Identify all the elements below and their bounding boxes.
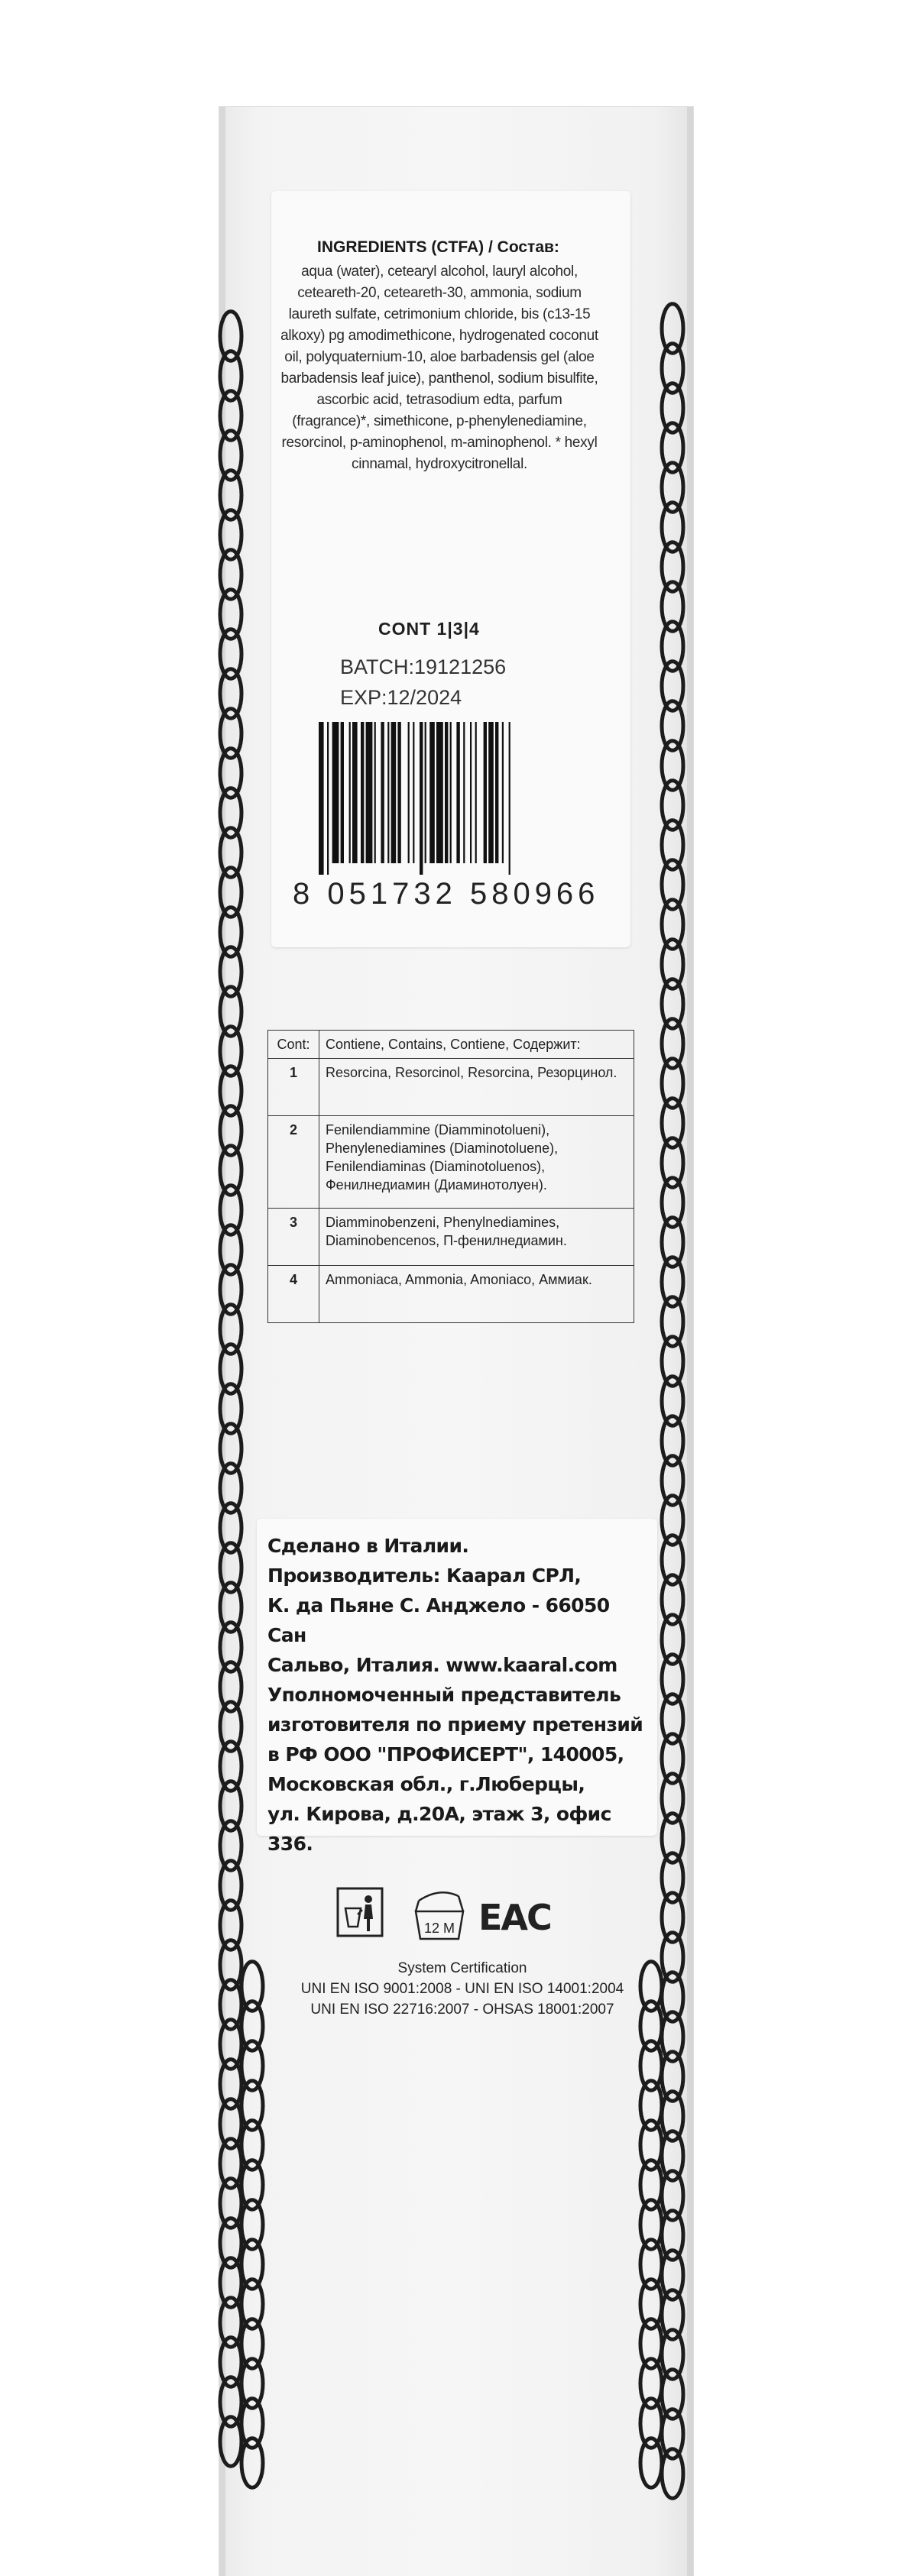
barcode-bar: [349, 722, 351, 863]
pattern-loop: [220, 1384, 241, 1433]
row-number: 4: [268, 1266, 319, 1323]
pattern-loop: [662, 1853, 683, 1902]
ingredients-title: INGREDIENTS (CTFA) / Состав:: [317, 238, 559, 256]
pattern-loop: [220, 1503, 241, 1552]
pattern-loop: [220, 987, 241, 1036]
pattern-loop: [640, 2319, 662, 2368]
pattern-loop: [662, 1615, 683, 1664]
pattern-loop: [662, 2449, 683, 2498]
pattern-loop: [662, 2171, 683, 2220]
ru-line: Производитель: Каарал СРЛ,: [267, 1565, 582, 1587]
pattern-loop: [662, 979, 683, 1028]
pattern-loop: [662, 423, 683, 472]
pattern-loop: [220, 1464, 241, 1513]
pattern-loop: [220, 1225, 241, 1274]
ingredients-list: aqua (water), cetearyl alcohol, lauryl alcohol, ceteareth-20, ceteareth-30, ammonia, sodium laureth sulfate, cetrimonium chloride, bis (c13-15 alkoxy) pg amodimethicone, hydrogenated coconut oil, polyquaternium-10, aloe barbadensis gel (aloe barbadensis leaf juice), panthenol, sodium bisulfite, ascorbic acid, tetrasodium edta, parfum (fragrance)*, simethicone, p-phenylenediamine, resorcinol, p-aminophenol, m-aminophenol. * hexyl cinnamal, hydroxycitronellal.: [280, 264, 598, 472]
pattern-loop: [241, 2359, 263, 2408]
certification-block: [264, 1958, 661, 2020]
pattern-loop: [662, 1416, 683, 1465]
ingredients-sticker: [271, 191, 630, 947]
pattern-loop: [220, 1583, 241, 1632]
barcode-digits: 8 051732 580966: [293, 877, 600, 911]
pattern-loop: [662, 1536, 683, 1584]
pattern-loop: [241, 2200, 263, 2249]
pattern-loop: [662, 1178, 683, 1227]
pattern-loop: [220, 1782, 241, 1830]
barcode-bar: [381, 722, 384, 863]
pattern-loop: [220, 788, 241, 837]
row-text: Ammoniaca, Ammonia, Amoniaco, Аммиак.: [319, 1266, 634, 1323]
row-text: Resorcina, Resorcinol, Resorcina, Резорцинол.: [319, 1059, 634, 1116]
barcode-bar: [366, 722, 373, 863]
pattern-loop: [662, 781, 683, 830]
pattern-loop: [662, 1734, 683, 1783]
pattern-loop: [662, 1496, 683, 1545]
pattern-loop: [662, 662, 683, 710]
barcode-bar: [470, 722, 472, 863]
barcode-bar: [420, 722, 423, 875]
pattern-loop: [220, 669, 241, 718]
pattern-loop: [220, 1742, 241, 1791]
cert-line: UNI EN ISO 9001:2008 - UNI EN ISO 14001:2004: [300, 1981, 624, 1997]
pattern-loop: [662, 1297, 683, 1346]
period-after-opening-icon: [416, 1892, 463, 1939]
ru-line: ул. Кирова, д.20А, этаж 3, офис 336.: [267, 1803, 611, 1855]
pattern-loop: [662, 503, 683, 552]
pattern-loop: [220, 2417, 241, 2466]
pattern-loop: [662, 2370, 683, 2419]
pattern-loop: [220, 510, 241, 559]
pattern-loop: [241, 2081, 263, 2130]
pattern-loop: [220, 1186, 241, 1235]
pattern-loop: [662, 741, 683, 790]
pattern-loop: [640, 2200, 662, 2249]
pattern-loop: [220, 2179, 241, 2228]
pattern-loop: [220, 2218, 241, 2267]
pattern-loop: [640, 2081, 662, 2130]
pattern-loop: [662, 1972, 683, 2021]
pattern-loop: [220, 1861, 241, 1910]
pattern-loop: [220, 2298, 241, 2347]
row-text: Diamminobenzeni, Phenylnediamines, Diaminobencenos, П-фенилнедиамин.: [319, 1209, 634, 1266]
table-header-row: [268, 1031, 634, 1059]
ru-line: К. да Пьяне С. Анджело - 66050 Сан: [267, 1594, 610, 1646]
packaging-symbols: [336, 1879, 581, 1956]
pattern-loop: [220, 391, 241, 440]
ru-line: Уполномоченный представитель: [267, 1684, 621, 1706]
barcode-bar: [341, 722, 344, 863]
pattern-loop: [662, 344, 683, 393]
pattern-loop: [662, 1377, 683, 1426]
barcode-bar: [502, 722, 504, 863]
pattern-loop: [662, 1893, 683, 1942]
pattern-loop: [662, 1694, 683, 1743]
ru-line: Сальво, Италия. www.kaaral.com: [267, 1654, 617, 1676]
pattern-loop: [220, 1305, 241, 1354]
pattern-loop: [662, 1218, 683, 1267]
barcode-bar: [408, 722, 410, 863]
pattern-loop: [220, 471, 241, 519]
pattern-loop: [662, 2251, 683, 2299]
table-row: [268, 1266, 634, 1323]
barcode-bar: [374, 722, 376, 863]
ru-line: Сделано в Италии.: [267, 1535, 469, 1557]
pattern-loop: [662, 1019, 683, 1068]
barcode-bar: [495, 722, 498, 863]
ru-line: изготовителя по приему претензий: [267, 1714, 643, 1736]
barcode-bar: [332, 722, 339, 863]
barcode-bar: [456, 722, 459, 863]
barcode-bar: [361, 722, 364, 863]
pattern-loop: [662, 2092, 683, 2141]
pattern-loop: [220, 1543, 241, 1592]
pattern-loop: [220, 1146, 241, 1195]
pattern-loop: [640, 2438, 662, 2487]
pattern-loop: [220, 2020, 241, 2069]
pattern-loop: [220, 1345, 241, 1393]
row-text: Fenilendiammine (Diamminotolueni), Phenylenediamines (Diaminotoluene), Fenilendiaminas (Diaminotoluenos), Фенилнедиамин (Диаминотолуен).: [319, 1116, 634, 1209]
pattern-loop: [220, 1980, 241, 2029]
pattern-loop: [220, 1702, 241, 1751]
table-row: [268, 1209, 634, 1266]
cont-code: CONT 1|3|4: [378, 619, 480, 639]
pattern-loop: [662, 1655, 683, 1704]
pattern-loop: [640, 2160, 662, 2209]
pattern-loop: [662, 1575, 683, 1624]
pattern-loop: [662, 1099, 683, 1147]
pattern-loop: [220, 947, 241, 996]
pattern-loop: [662, 860, 683, 909]
cert-line: UNI EN ISO 22716:2007 - OHSAS 18001:2007: [310, 2002, 614, 2018]
pattern-loop: [241, 2399, 263, 2448]
pattern-loop: [220, 550, 241, 599]
pattern-loop: [662, 622, 683, 671]
pattern-loop: [220, 1066, 241, 1115]
pattern-loop: [662, 1774, 683, 1823]
pattern-loop: [640, 2399, 662, 2448]
cert-title: System Certification: [397, 1960, 527, 1976]
pattern-loop: [220, 590, 241, 639]
pattern-loop: [662, 2012, 683, 2061]
pattern-loop: [662, 1456, 683, 1505]
table-header-num: Cont:: [268, 1031, 319, 1059]
barcode-bar: [436, 722, 443, 863]
pattern-loop: [220, 312, 241, 361]
pattern-loop: [662, 900, 683, 949]
barcode-bar: [463, 722, 465, 863]
row-number: 1: [268, 1059, 319, 1116]
pattern-loop: [640, 2280, 662, 2328]
pattern-loop: [662, 2409, 683, 2458]
barcode-bar: [413, 722, 414, 863]
pattern-loop: [640, 2121, 662, 2170]
russian-importer-sticker: [257, 1519, 657, 1855]
pattern-loop: [241, 2041, 263, 2090]
barcode-bar: [484, 722, 487, 863]
barcode-bar: [387, 722, 389, 863]
pattern-loop: [220, 2377, 241, 2426]
pattern-loop: [220, 431, 241, 480]
pattern-loop: [220, 2099, 241, 2148]
pattern-loop: [220, 2139, 241, 2188]
barcode-bar: [391, 722, 397, 863]
pattern-loop: [640, 2041, 662, 2090]
pattern-loop: [640, 2240, 662, 2289]
recycle-bin-icon: [338, 1888, 382, 1936]
expiry-date: EXP:12/2024: [340, 686, 462, 709]
table-row: [268, 1116, 634, 1209]
pattern-loop: [662, 820, 683, 869]
pattern-loop: [640, 2359, 662, 2408]
pattern-loop: [662, 1257, 683, 1306]
pattern-loop: [220, 1623, 241, 1671]
pattern-loop: [220, 1821, 241, 1870]
ru-line: Московская обл., г.Люберцы,: [267, 1773, 585, 1795]
pattern-loop: [220, 868, 241, 917]
pattern-loop: [220, 2338, 241, 2387]
barcode-bar: [450, 722, 452, 863]
pattern-loop: [220, 629, 241, 678]
pattern-loop: [220, 749, 241, 798]
batch-number: BATCH:19121256: [340, 655, 507, 678]
barcode-bar: [319, 722, 324, 875]
pattern-loop: [662, 2052, 683, 2101]
barcode-bar: [425, 722, 426, 863]
barcode-bar: [327, 722, 329, 875]
barcode-bar: [488, 722, 494, 863]
pattern-loop: [220, 1265, 241, 1314]
table-row: [268, 1059, 634, 1116]
pattern-loop: [241, 2319, 263, 2368]
contains-table: [267, 1030, 634, 1323]
pattern-loop: [662, 1814, 683, 1862]
pattern-loop: [241, 2280, 263, 2328]
pattern-loop: [662, 304, 683, 353]
barcode-bar: [445, 722, 448, 863]
eac-mark-icon: ЕАС: [478, 1897, 551, 1938]
row-number: 2: [268, 1116, 319, 1209]
pattern-loop: [220, 1662, 241, 1711]
pao-label: 12 M: [423, 1921, 455, 1936]
pattern-loop: [662, 2131, 683, 2180]
barcode-bar: [429, 722, 435, 863]
pattern-loop: [662, 463, 683, 512]
pattern-loop: [662, 2290, 683, 2339]
pattern-loop: [241, 2240, 263, 2289]
russian-label-text: [267, 1531, 650, 1859]
barcode-bar: [397, 722, 400, 863]
pattern-loop: [662, 940, 683, 989]
pattern-loop: [662, 383, 683, 432]
pattern-loop: [662, 542, 683, 591]
pattern-loop: [220, 2258, 241, 2307]
pattern-loop: [220, 1424, 241, 1473]
pattern-loop: [662, 2211, 683, 2260]
ru-line: в РФ ООО "ПРОФИСЕРТ", 140005,: [267, 1743, 624, 1765]
pattern-loop: [220, 1106, 241, 1155]
pattern-loop: [220, 908, 241, 956]
row-number: 3: [268, 1209, 319, 1266]
pattern-loop: [220, 1027, 241, 1076]
barcode-bar: [509, 722, 510, 875]
pattern-loop: [662, 582, 683, 631]
barcode-bar: [352, 722, 358, 863]
pattern-loop: [662, 1337, 683, 1386]
pattern-loop: [662, 1933, 683, 1982]
barcode-bar: [475, 722, 477, 863]
pattern-loop: [662, 701, 683, 750]
pattern-loop: [220, 828, 241, 877]
pattern-loop: [220, 1901, 241, 1950]
pattern-loop: [662, 2330, 683, 2379]
pattern-loop: [241, 2160, 263, 2209]
pattern-loop: [220, 709, 241, 758]
pattern-loop: [220, 2060, 241, 2108]
pattern-loop: [241, 1962, 263, 2011]
pattern-loop: [241, 2438, 263, 2487]
pattern-loop: [241, 2121, 263, 2170]
pattern-loop: [220, 1940, 241, 1989]
table-header-text: Contiene, Contains, Contiene, Содержит:: [319, 1031, 634, 1059]
barcode: [317, 722, 585, 875]
pattern-loop: [662, 1138, 683, 1187]
pattern-loop: [662, 1059, 683, 1108]
pattern-loop: [220, 351, 241, 400]
pattern-loop: [241, 2002, 263, 2050]
